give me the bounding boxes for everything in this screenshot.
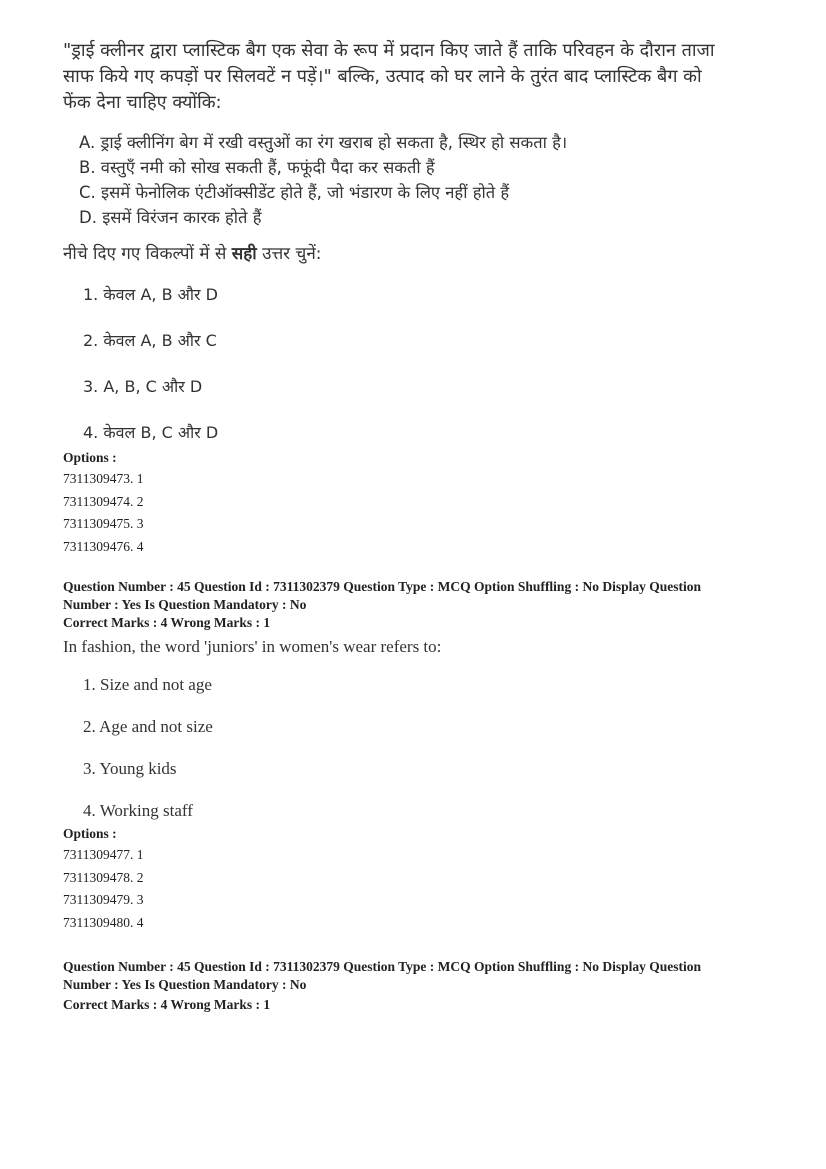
document-page (63, 38, 763, 1014)
question-meta (63, 958, 763, 1014)
question-text-hindi (63, 38, 763, 116)
choice-list (83, 670, 763, 824)
choice-list (83, 280, 763, 448)
spacer (63, 558, 763, 578)
choice-4: 4. Working staff (83, 801, 193, 820)
question-text: In fashion, the word 'juniors' in women's wear refers to: (63, 637, 442, 656)
statement-b: B. वस्तुएँ नमी को सोख सकती हैं, फफूंदी पैदा कर सकती हैं (79, 158, 435, 177)
choice-1: 1. Size and not age (83, 675, 212, 694)
option-id-list (63, 468, 763, 558)
instruction-prefix: नीचे दिए गए विकल्पों में से (63, 244, 232, 264)
statement-c: C. इसमें फेनोलिक एंटीऑक्सीडेंट होते हैं, जो भंडारण के लिए नहीं होते हैं (79, 183, 510, 202)
instruction-suffix: उत्तर चुनें: (256, 244, 322, 264)
statement-d: D. इसमें विरंजन कारक होते हैं (79, 208, 262, 227)
marks-line: Correct Marks : 4 Wrong Marks : 1 (63, 997, 271, 1012)
choice-3: 3. Young kids (83, 759, 177, 778)
marks-line: Correct Marks : 4 Wrong Marks : 1 (63, 615, 271, 630)
options-label: Options : (63, 450, 117, 465)
meta-line: Number : Yes Is Question Mandatory : No (63, 597, 307, 612)
meta-line: Number : Yes Is Question Mandatory : No (63, 977, 307, 992)
option-id: 7311309473. 1 (63, 471, 144, 486)
meta-line: Question Number : 45 Question Id : 7311302379 Question Type : MCQ Option Shuffling : No Display Question (63, 579, 701, 594)
meta-line: Question Number : 45 Question Id : 7311302379 Question Type : MCQ Option Shuffling : No Display Question (63, 959, 701, 974)
choice-2: 2. केवल A, B और C (83, 331, 217, 350)
spacer (63, 934, 763, 958)
question-line: "ड्राई क्लीनर द्वारा प्लास्टिक बैग एक सेवा के रूप में प्रदान किए जाते हैं ताकि परिवहन के दौरान ताजा (63, 40, 715, 61)
question-line: फेंक देना चाहिए क्योंकि: (63, 92, 222, 113)
question-meta (63, 578, 763, 632)
statement-list (79, 130, 763, 230)
option-id: 7311309478. 2 (63, 869, 144, 885)
statement-a: A. ड्राई क्लीनिंग बेग में रखी वस्तुओं का रंग खराब हो सकता है, स्थिर हो सकता है। (79, 133, 568, 152)
instruction-bold: सही (231, 244, 257, 264)
option-id: 7311309474. 2 (63, 493, 144, 509)
option-id: 7311309476. 4 (63, 538, 144, 554)
option-id: 7311309479. 3 (63, 892, 144, 907)
options-label: Options : (63, 826, 117, 841)
choice-4: 4. केवल B, C और D (83, 423, 219, 442)
option-id: 7311309475. 3 (63, 516, 144, 531)
option-id-list (63, 844, 763, 934)
instruction-text (63, 240, 763, 268)
choice-2: 2. Age and not size (83, 717, 213, 736)
option-id: 7311309477. 1 (63, 847, 144, 862)
option-id: 7311309480. 4 (63, 914, 144, 930)
choice-1: 1. केवल A, B और D (83, 285, 218, 304)
choice-3: 3. A, B, C और D (83, 377, 203, 396)
question-line: साफ किये गए कपड़ों पर सिलवटें न पड़ें।" बल्कि, उत्पाद को घर लाने के तुरंत बाद प्लास्टिक बैग को (63, 66, 702, 87)
